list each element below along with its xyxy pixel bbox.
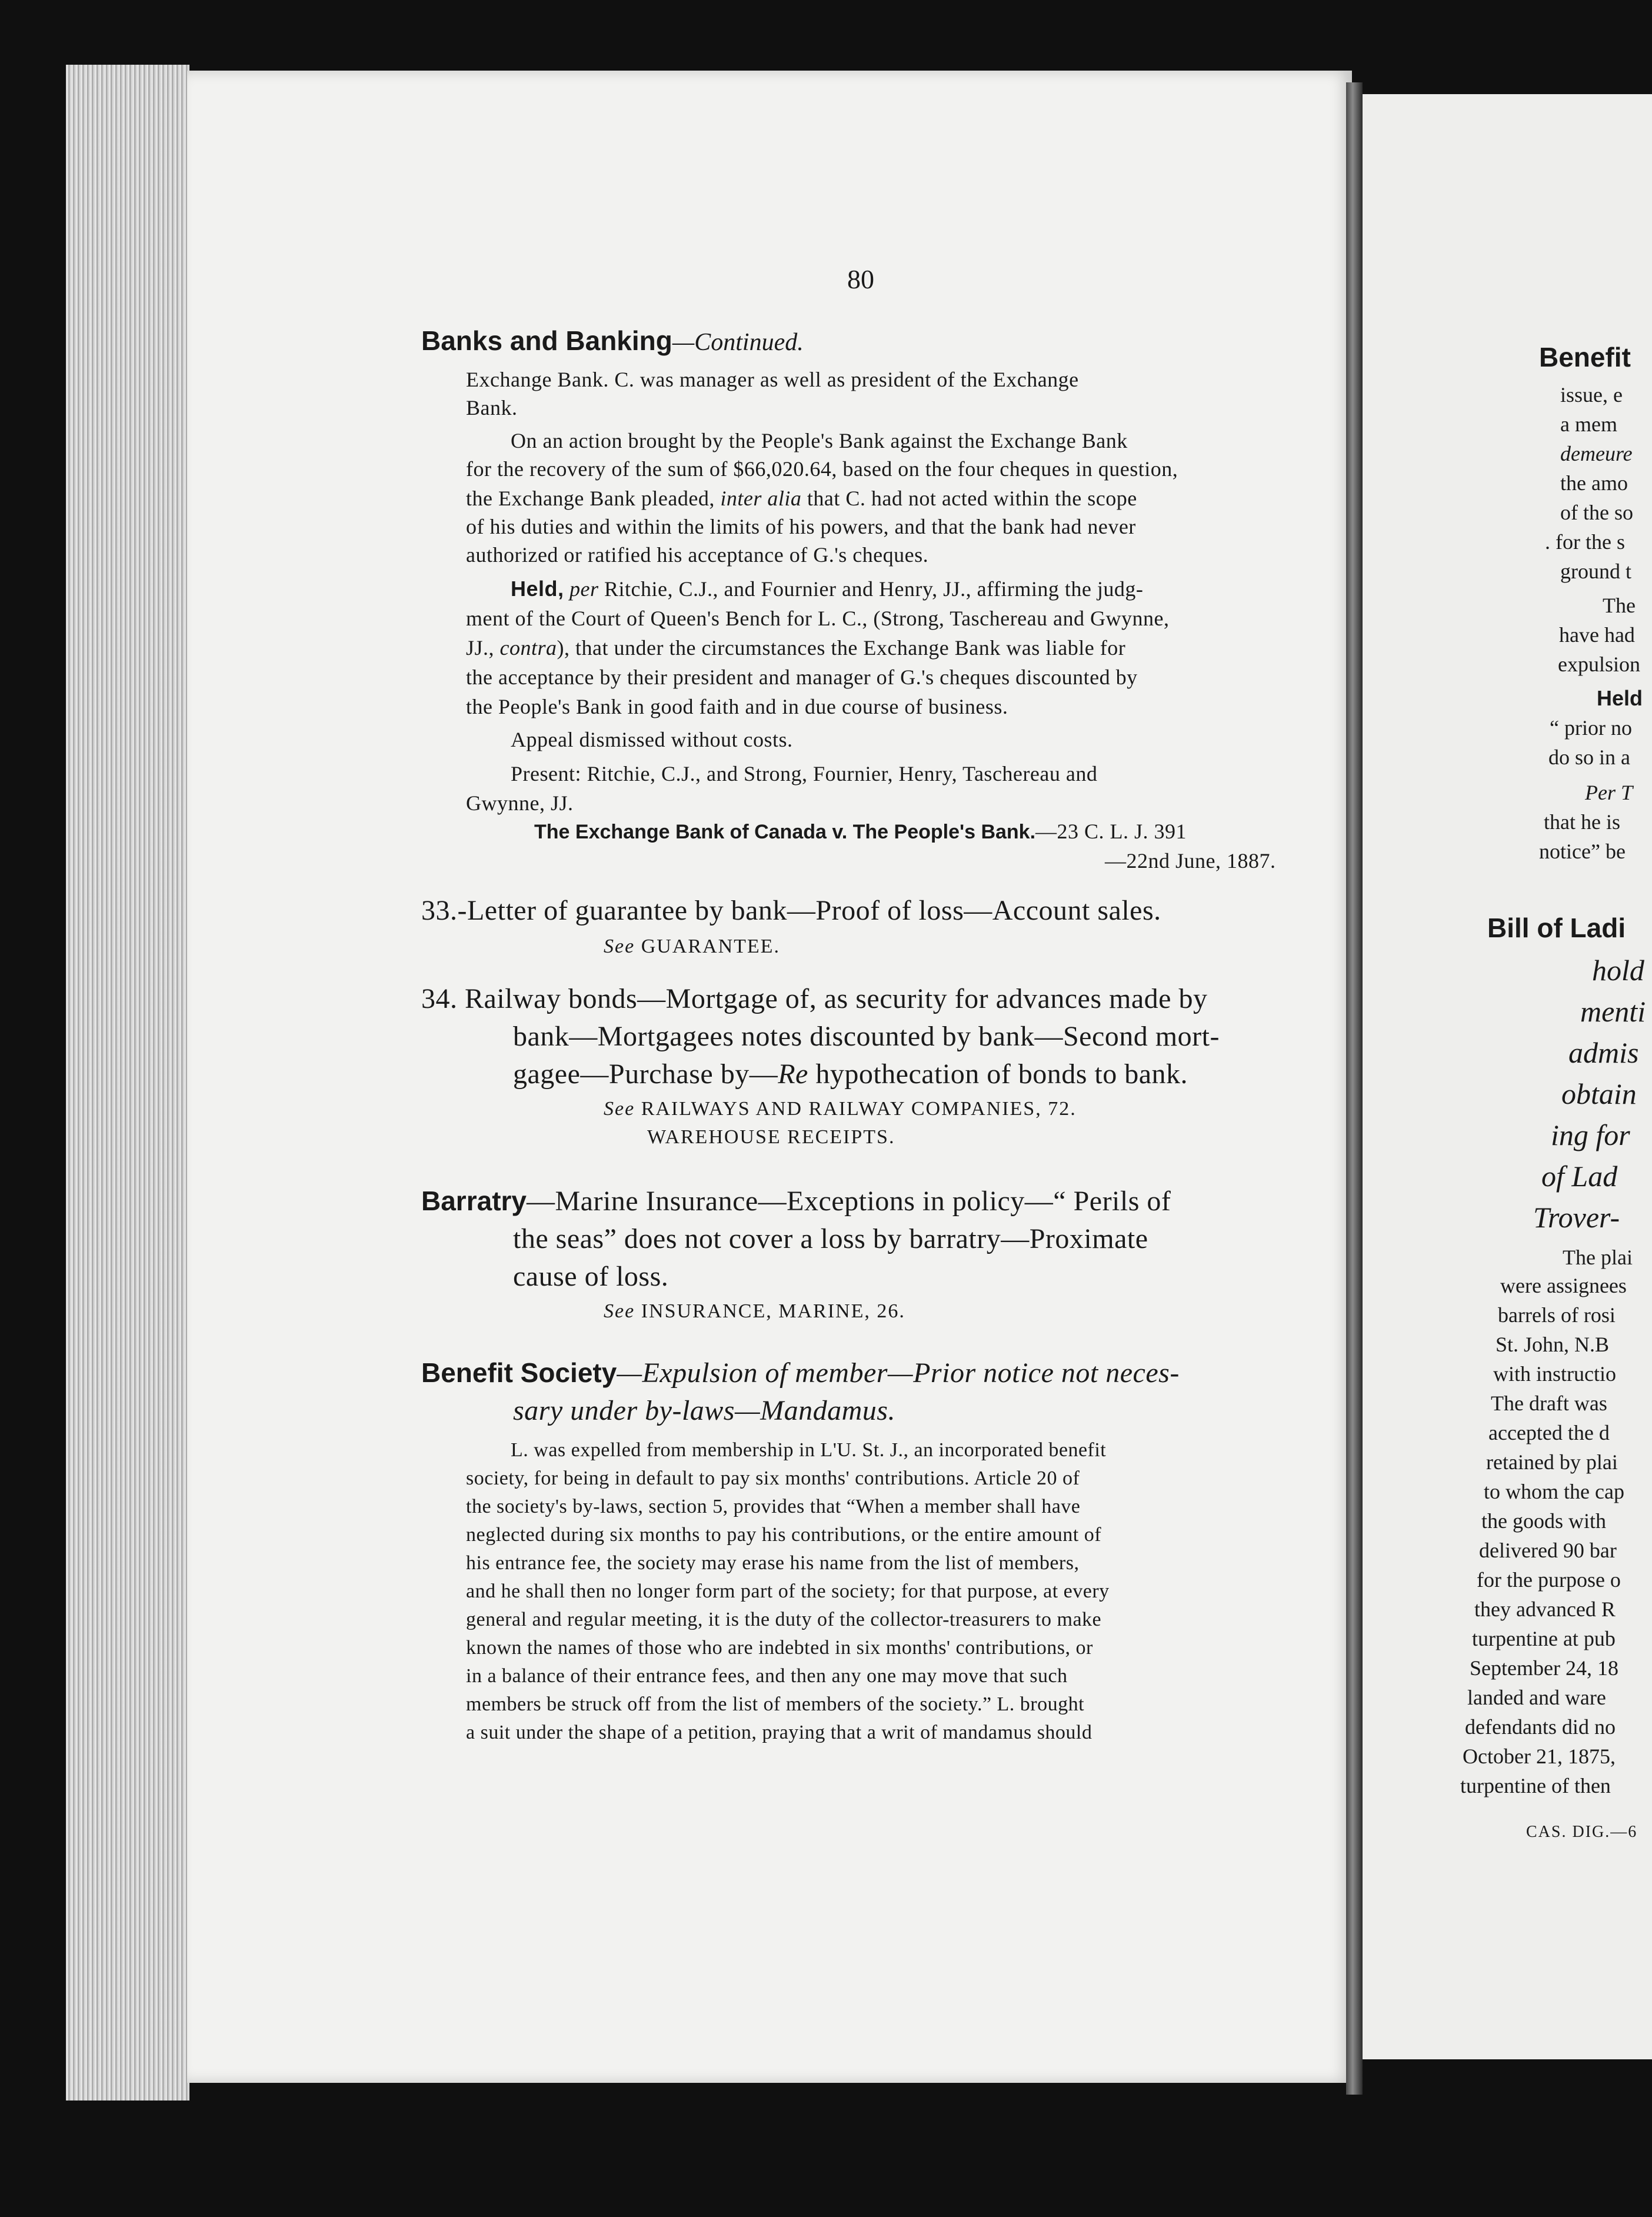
rp-line: Per T: [1585, 781, 1633, 804]
text-line: [466, 486, 1137, 511]
case-cite: —23 C. L. J. 391: [1035, 820, 1187, 843]
rp-line: with instructio: [1493, 1362, 1616, 1386]
benefit-line: sary under by-laws—Mandamus.: [513, 1395, 895, 1426]
text-line: a suit under the shape of a petition, praying that a writ of mandamus should: [466, 1722, 1093, 1743]
text-line: ment of the Court of Queen's Bench for L. C., (Strong, Taschereau and Gwynne,: [466, 607, 1170, 630]
see-label: See: [604, 1300, 635, 1322]
rp-line: ground t: [1560, 560, 1631, 583]
text-line: society, for being in default to pay six months' contributions. Article 20 of: [466, 1467, 1080, 1489]
text-line: his entrance fee, the society may erase his name from the list of members,: [466, 1552, 1080, 1574]
present-line: Present: Ritchie, C.J., and Strong, Fournier, Henry, Taschereau and: [511, 762, 1098, 785]
see-label: See: [604, 936, 635, 957]
rp-italic-line: hold: [1592, 954, 1644, 987]
barratry-see: [604, 1300, 905, 1323]
banks-heading-title: Banks and Banking: [421, 325, 672, 356]
rp-line: . for the s: [1545, 530, 1625, 554]
rp-line: for the purpose o: [1477, 1568, 1621, 1592]
text-line: general and regular meeting, it is the duty of the collector-treasurers to make: [466, 1609, 1102, 1630]
see-reference: INSURANCE, MARINE, 26.: [641, 1300, 905, 1322]
case-title: The Exchange Bank of Canada v. The People's Bank.: [534, 821, 1036, 843]
text-line: On an action brought by the People's Bank against the Exchange Bank: [511, 429, 1128, 452]
page-edge-stack: [66, 65, 189, 2101]
rp-line: issue, e: [1560, 383, 1623, 407]
barratry-heading: Barratry: [421, 1186, 527, 1216]
text-line: [466, 635, 1125, 660]
item-34-line: [513, 1058, 1188, 1090]
text-line: known the names of those who are indebted in six months' contributions, or: [466, 1637, 1093, 1659]
see-reference: GUARANTEE.: [641, 936, 780, 957]
rp-footer: CAS. DIG.—6: [1526, 1823, 1638, 1841]
page-number: 80: [847, 264, 874, 294]
rp-line: the goods with: [1481, 1509, 1606, 1533]
held-per: per: [564, 577, 599, 601]
rp-line: that he is: [1544, 810, 1620, 834]
text-line: L. was expelled from membership in L'U. St. J., an incorporated benefit: [511, 1439, 1107, 1461]
benefit-line: [421, 1357, 1180, 1389]
held-line: [511, 577, 1143, 601]
held-label: Held,: [511, 577, 564, 601]
text-line: the society's by-laws, section 5, provides that “When a member shall have: [466, 1496, 1081, 1517]
text-line: members be struck off from the list of members of the society.” L. brought: [466, 1693, 1085, 1715]
text-fragment: the Exchange Bank pleaded,: [466, 487, 721, 510]
text-fragment-italic: inter alia: [720, 487, 802, 510]
text-fragment: JJ.,: [466, 636, 500, 660]
text-fragment: ), that under the circumstances the Exchange Bank was liable for: [557, 636, 1126, 660]
text-fragment-italic: Re: [778, 1058, 808, 1090]
rp-line: October 21, 1875,: [1463, 1745, 1616, 1768]
benefit-heading: Benefit Society: [421, 1357, 617, 1388]
right-page: [1363, 94, 1652, 2059]
text-fragment: gagee—Purchase by—: [513, 1058, 778, 1090]
item-34-line: bank—Mortgagees notes discounted by bank—Second mort-: [513, 1021, 1220, 1052]
item-33-see: [604, 936, 780, 958]
rp-line: St. John, N.B: [1496, 1333, 1610, 1356]
item-34-line: 34. Railway bonds—Mortgage of, as security for advances made by: [421, 983, 1208, 1014]
rp-italic-line: ing for: [1551, 1119, 1630, 1151]
text-line: authorized or ratified his acceptance of G.'s cheques.: [466, 543, 929, 567]
text-fragment-italic: contra: [499, 636, 557, 660]
text-line: the acceptance by their president and manager of G.'s cheques discounted by: [466, 665, 1138, 689]
text-line: Bank.: [466, 396, 518, 420]
rp-line: turpentine of then: [1460, 1774, 1611, 1797]
see-reference: WAREHOUSE RECEIPTS.: [647, 1126, 895, 1148]
rp-line: turpentine at pub: [1472, 1627, 1616, 1650]
text-fragment: that C. had not acted within the scope: [801, 487, 1137, 510]
see-reference: RAILWAYS AND RAILWAY COMPANIES, 72.: [641, 1098, 1077, 1120]
rp-line: the amo: [1560, 471, 1628, 495]
rp-line: The plai: [1563, 1246, 1633, 1269]
rp-line: retained by plai: [1486, 1450, 1618, 1474]
text-line: neglected during six months to pay his contributions, or the entire amount of: [466, 1524, 1102, 1546]
barratry-line: [421, 1185, 1171, 1217]
rp-line: Held: [1597, 686, 1643, 710]
rp-line: defendants did no: [1465, 1715, 1616, 1739]
rp-line: September 24, 18: [1470, 1656, 1618, 1680]
text-line: Exchange Bank. C. was manager as well as president of the Exchange: [466, 368, 1079, 391]
rp-line: barrels of rosi: [1498, 1303, 1616, 1327]
rp-line: they advanced R: [1474, 1597, 1616, 1621]
text-fragment: hypothecation of bonds to bank.: [808, 1058, 1188, 1090]
rp-heading-benefit: Benefit: [1539, 342, 1631, 372]
text-line: and he shall then no longer form part of the society; for that purpose, at every: [466, 1580, 1110, 1602]
rp-line: notice” be: [1539, 840, 1626, 863]
banks-heading: [421, 325, 804, 357]
case-date: —22nd June, 1887.: [1105, 849, 1276, 873]
rp-italic-line: menti: [1580, 995, 1646, 1028]
rp-line: demeure: [1560, 442, 1633, 465]
rp-italic-line: of Lad: [1541, 1160, 1618, 1193]
rp-line: do so in a: [1548, 745, 1630, 769]
barratry-line: the seas” does not cover a loss by barratry—Proximate: [513, 1223, 1148, 1254]
text-line: the People's Bank in good faith and in due course of business.: [466, 695, 1008, 718]
rp-line: have had: [1559, 623, 1635, 647]
rp-line: a mem: [1560, 412, 1617, 436]
barratry-line: cause of loss.: [513, 1261, 669, 1292]
rp-line: expulsion: [1558, 653, 1640, 676]
rp-line: of the so: [1560, 501, 1633, 524]
held-rest: Ritchie, C.J., and Fournier and Henry, JJ., affirming the judg-: [598, 577, 1144, 601]
rp-line: accepted the d: [1488, 1421, 1610, 1444]
rp-line: landed and ware: [1467, 1686, 1606, 1709]
item-33: 33.-Letter of guarantee by bank—Proof of loss—Account sales.: [421, 895, 1161, 926]
text-fragment: —Marine Insurance—Exceptions in policy—“ Perils of: [527, 1186, 1171, 1217]
rp-italic-line: obtain: [1561, 1077, 1637, 1110]
rp-line: to whom the cap: [1484, 1480, 1624, 1503]
text-line: for the recovery of the sum of $66,020.64, based on the four cheques in question,: [466, 457, 1178, 481]
case-citation: [534, 819, 1187, 844]
text-line: in a balance of their entrance fees, and then any one may move that such: [466, 1665, 1068, 1687]
rp-line: The draft was: [1491, 1392, 1607, 1415]
book-gutter: [1346, 82, 1363, 2095]
rp-line: The: [1603, 594, 1636, 617]
rp-italic-line: admis: [1568, 1036, 1639, 1069]
item-34-see: [604, 1098, 1077, 1120]
present-line: Gwynne, JJ.: [466, 791, 574, 815]
rp-heading-bill-of-lading: Bill of Ladi: [1487, 913, 1626, 943]
banks-heading-continued: —Continued.: [672, 329, 804, 356]
rp-italic-line: Trover-: [1533, 1201, 1620, 1234]
rp-line: “ prior no: [1550, 716, 1632, 740]
see-label: See: [604, 1098, 635, 1120]
text-line: of his duties and within the limits of his powers, and that the bank had never: [466, 515, 1136, 538]
appeal-line: Appeal dismissed without costs.: [511, 728, 793, 751]
rp-line: delivered 90 bar: [1479, 1539, 1617, 1562]
rp-line: were assignees: [1500, 1274, 1627, 1297]
text-fragment-italic: —Expulsion of member—Prior notice not neces-: [617, 1357, 1180, 1389]
